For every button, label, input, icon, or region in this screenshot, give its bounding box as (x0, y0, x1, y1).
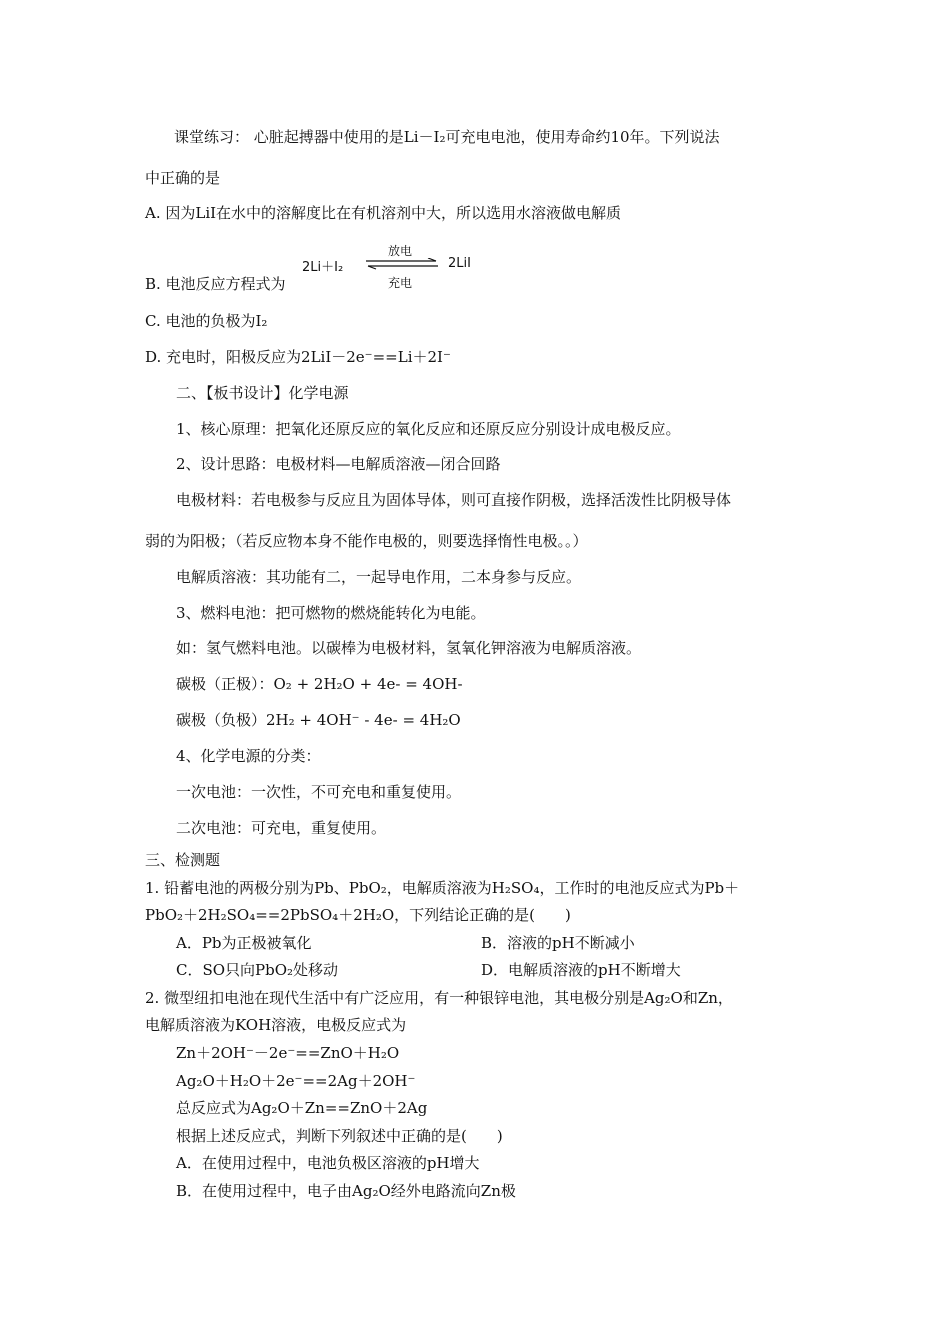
board-p3a: 电极材料：若电极参与反应且为固体导体，则可直接作阴极，选择活泼性比阴极导体 (176, 491, 732, 509)
q2-total-equation: 总反应式为Ag₂O＋Zn==ZnO＋2Ag (176, 1099, 428, 1117)
q2-equation1: Zn＋2OH⁻－2e⁻==ZnO＋H₂O (176, 1044, 400, 1062)
board-heading: 二、【板书设计】化学电源 (176, 384, 349, 402)
q1-option-d: D．电解质溶液的pH不断增大 (481, 961, 681, 979)
q1-line2: PbO₂＋2H₂SO₄==2PbSO₄＋2H₂O，下列结论正确的是( ) (145, 906, 571, 924)
q2-option-b: B．在使用过程中，电子由Ag₂O经外电路流向Zn极 (176, 1182, 516, 1200)
board-p10: 一次电池：一次性，不可充电和重复使用。 (176, 783, 462, 801)
board-p11: 二次电池：可充电，重复使用。 (176, 819, 387, 837)
board-p2: 2、设计思路：电极材料—电解质溶液—闭合回路 (176, 455, 501, 473)
board-p1: 1、核心原理：把氧化还原反应的氧化反应和还原反应分别设计成电极反应。 (176, 420, 681, 438)
option-d: D. 充电时，阳极反应为2LiI－2e⁻==Li＋2I⁻ (145, 348, 451, 366)
battery-equation (302, 242, 482, 292)
q2-line1: 2. 微型纽扣电池在现代生活中有广泛应用，有一种银锌电池，其电极分别是Ag₂O和Zn， (145, 989, 733, 1007)
practice-line2: 中正确的是 (145, 169, 221, 187)
equation-discharge-label: 放电 (388, 244, 413, 258)
q1-option-c: C．SO只向PbO₂处移动 (176, 961, 339, 979)
board-p4: 电解质溶液：其功能有二，一起导电作用，二本身参与反应。 (176, 568, 582, 586)
board-p6: 如：氢气燃料电池。以碳棒为电极材料，氢氧化钾溶液为电解质溶液。 (176, 639, 642, 657)
board-p5: 3、燃料电池：把可燃物的燃烧能转化为电能。 (176, 604, 486, 622)
reversible-arrow-icon (362, 258, 442, 270)
option-a: A. 因为LiI在水中的溶解度比在有机溶剂中大，所以选用水溶液做电解质 (145, 204, 622, 222)
practice-line1: 课堂练习： 心脏起搏器中使用的是Li－I₂可充电电池，使用寿命约10年。下列说法 (174, 128, 720, 146)
equation-lhs: 2Li＋I₂ (302, 260, 344, 275)
q2-line2: 电解质溶液为KOH溶液，电极反应式为 (145, 1016, 407, 1034)
q2-equation2: Ag₂O＋H₂O＋2e⁻==2Ag＋2OH⁻ (176, 1072, 416, 1090)
option-c: C. 电池的负极为I₂ (145, 312, 268, 330)
equation-rhs: 2LiI (448, 256, 471, 271)
q1-option-b: B．溶液的pH不断减小 (481, 934, 635, 952)
q2-option-a: A．在使用过程中，电池负极区溶液的pH增大 (176, 1154, 480, 1172)
test-heading: 三、检测题 (145, 851, 221, 869)
q1-line1: 1. 铅蓄电池的两极分别为Pb、PbO₂，电解质溶液为H₂SO₄，工作时的电池反应式为Pb＋ (145, 879, 740, 897)
option-b: B. 电池反应方程式为 (145, 275, 286, 293)
q2-question: 根据上述反应式，判断下列叙述中正确的是( ) (176, 1127, 503, 1145)
equation-charge-label: 充电 (388, 276, 413, 290)
board-p9: 4、化学电源的分类： (176, 747, 321, 765)
board-p7: 碳极（正极）：O₂ + 2H₂O + 4e- = 4OH- (176, 675, 463, 693)
board-p3b: 弱的为阳极；（若反应物本身不能作电极的，则要选择惰性电极。。） (145, 532, 588, 550)
board-p8: 碳极（负极）2H₂ + 4OH⁻ - 4e- = 4H₂O (176, 711, 461, 729)
q1-option-a: A．Pb为正极被氧化 (176, 934, 312, 952)
